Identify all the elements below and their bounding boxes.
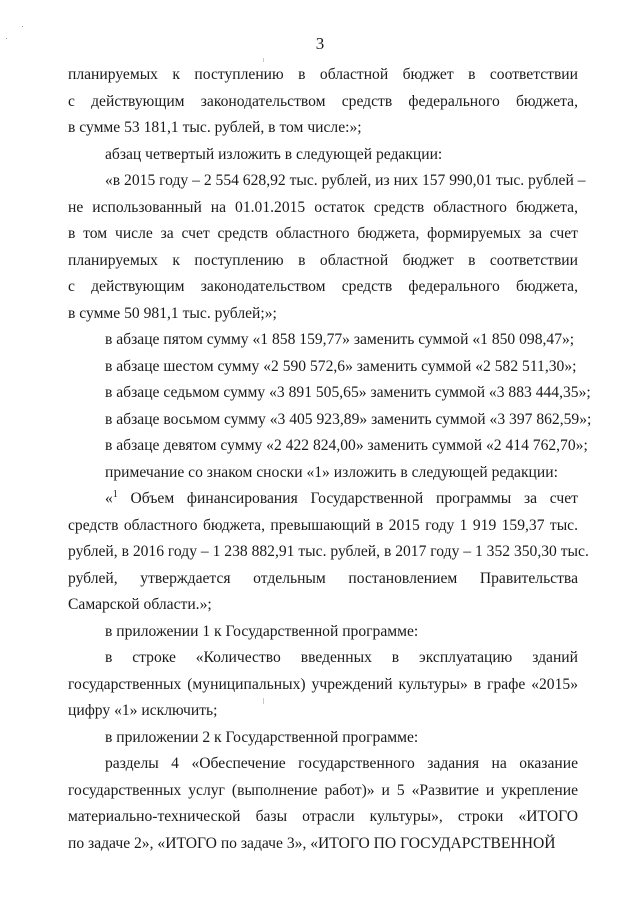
- paragraph: [68, 168, 586, 327]
- text-line: государственных (муниципальных) учреждений культуры» в графе «2015»: [68, 675, 578, 693]
- text-line: в абзаце девятом сумму «2 422 824,00» заменить суммой «2 414 762,70»;: [105, 437, 588, 454]
- page-number: 3: [315, 34, 325, 53]
- paragraph: [68, 460, 578, 487]
- paragraph: [68, 725, 578, 752]
- paragraph: [68, 619, 578, 646]
- text-line: с действующим законодательством средств федерального бюджета,: [68, 92, 578, 110]
- text-line: в том числе за счет средств областного бюджета, формируемых за счет: [68, 225, 578, 242]
- text-line: примечание со знаком сноски «1» изложить в следующей редакции:: [105, 463, 558, 481]
- paragraph: [68, 354, 578, 381]
- text-line: рублей, в 2016 году – 1 238 882,91 тыс. рублей, в 2017 году – 1 352 350,30 тыс.: [68, 543, 589, 560]
- paragraph: [68, 751, 578, 857]
- text-line: в абзаце седьмом сумму «3 891 505,65» заменить суммой «3 883 444,35»;: [105, 384, 591, 401]
- text-line: в абзаце восьмом сумму «3 405 923,89» заменить суммой «3 397 862,59»;: [105, 410, 592, 428]
- paragraph: [68, 142, 578, 169]
- text-line: в строке «Количество введенных в эксплуатацию зданий: [105, 649, 578, 666]
- text-line: не использованный на 01.01.2015 остаток средств областного бюджета,: [68, 198, 578, 216]
- text-line: абзац четвертый изложить в следующей редакции:: [105, 145, 443, 163]
- footnote-open-quote: «: [105, 490, 113, 507]
- paragraph: [68, 433, 588, 460]
- scan-artifact-left: [22, 26, 23, 27]
- paragraph: [68, 327, 578, 354]
- text-line: по задаче 2», «ИТОГО по задаче 3», «ИТОГО ПО ГОСУДАРСТВЕННОЙ: [68, 834, 556, 852]
- text-line: с действующим законодательством средств федерального бюджета,: [68, 278, 578, 295]
- text-line: государственных услуг (выполнение работ)» и 5 «Развитие и укрепление: [68, 781, 578, 799]
- text-line: разделы 4 «Обеспечение государственного задания на оказание: [105, 755, 578, 772]
- text-line: в приложении 2 к Государственной программе:: [105, 728, 419, 746]
- text-line: планируемых к поступлению в областной бюджет в соответствии: [68, 66, 578, 83]
- text-line: в приложении 1 к Государственной программе:: [105, 622, 419, 640]
- paragraph: [68, 407, 592, 434]
- paragraph: [68, 380, 591, 407]
- text-line: в абзаце пятом сумму «1 858 159,77» заменить суммой «1 850 098,47»;: [105, 331, 575, 348]
- text-line: Самарской области.»;: [68, 596, 212, 613]
- text-line: [68, 486, 578, 513]
- text-line: цифру «1» исключить;: [68, 702, 218, 719]
- text-line: «в 2015 году – 2 554 628,92 тыс. рублей, из них 157 990,01 тыс. рублей –: [105, 172, 586, 189]
- footnote-mark: 1: [112, 488, 118, 500]
- document-body: [68, 62, 592, 857]
- text-line: планируемых к поступлению в областной бюджет в соответствии: [68, 251, 578, 269]
- text-line: рублей, утверждается отдельным постановлением Правительства: [68, 569, 578, 587]
- text-line: материально-технической базы отрасли культуры», строки «ИТОГО: [68, 808, 578, 825]
- paragraph: [68, 645, 578, 725]
- text-line: средств областного бюджета, превышающий в 2015 году 1 919 159,37 тыс.: [68, 516, 578, 534]
- text-line-content: Объем финансирования Государственной программы за счет: [117, 490, 578, 507]
- paragraph: [68, 486, 589, 619]
- text-line: в сумме 50 981,1 тыс. рублей;»;: [68, 304, 277, 322]
- paragraph: [68, 62, 578, 142]
- text-line: в сумме 53 181,1 тыс. рублей, в том числе:»;: [68, 119, 362, 136]
- text-line: в абзаце шестом сумму «2 590 572,6» заменить суммой «2 582 511,30»;: [105, 357, 577, 375]
